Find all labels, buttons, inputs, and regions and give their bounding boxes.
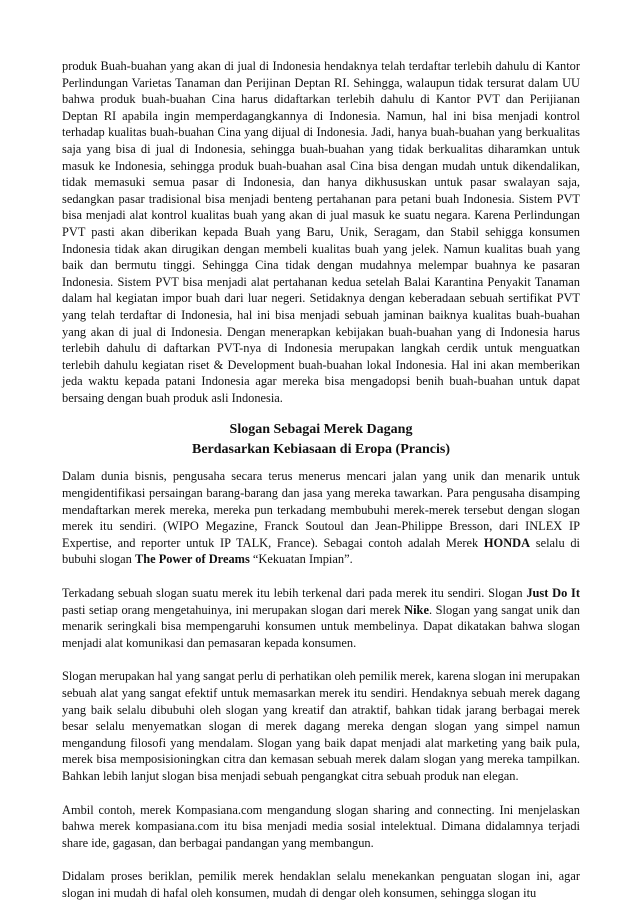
text: Dalam dunia bisnis, pengusaha secara terus menerus mencari jalan yang unik dan menarik untuk mengidentifikasi persaingan barang-barang dan jasa yang mereka tawarkan. Para pengusaha disamping mendaftarkan merek mereka, mereka pun terkadang membubuhi merek-merek tersebut dengan slogan merek itu sendiri. (WIPO Megazine, Franck Soutoul dan Jean-Philippe Bresson, dari INLEX IP Expertise, and reporter untuk IP TALK, France). Sebagai contoh adalah Merek [62, 469, 580, 550]
text: “Kekuatan Impian”. [249, 552, 353, 567]
text: selalu di bubuhi slogan [62, 535, 580, 567]
brand-nike: Nike [404, 602, 429, 617]
paragraph-pvt: produk Buah-buahan yang akan di jual di Indonesia hendaknya telah terdaftar terlebih dahulu di Kantor Perlindungan Varietas Tanaman dan Perijinan Deptan RI. Sehingga, walaupun tidak tersurat dalam UU bahwa produk buah-buahan Cina harus didaftarkan terlebih dahulu di Kantor PVT dan Perijianan Deptan RI apabila ingin memperdagangkannya di Indonesia. Namun, hal ini bisa menjadi kontrol terhadap kualitas buah-buahan Cina yang dijual di Indonesia. Jadi, hanya buah-buahan yang berkualitas saja yang bisa di jual di Indonesia, sehingga buah-buahan yang tidak berkualitas diharamkan untuk masuk ke Indonesia, sehingga produk buah-buahan asal Cina bisa dengan mudah untuk dikendalikan, tidak memasuki semua pasar di Indonesia, dan hanya dikhususkan untuk pasar swalayan saja, sedangkan pasar tradisional bisa menjadi benteng pertahanan para petani buah Indonesia. Sistem PVT bisa menjadi alat kontrol kualitas buah yang akan di jual masuk ke suatu negara. Karena Perlindungan PVT pasti akan diberikan kepada Buah yang Baru, Unik, Seragam, dan Stabil sehigga konsumen Indonesia tidak akan dirugikan dengan membeli kualitas buah yang jelek. Namun kualitas buah yang baik dan bermutu tinggi. Sehingga Cina tidak dengan mudahnya melempar buahnya ke pasaran Indonesia. Sistem PVT bisa menjadi alat pertahanan kedua setelah Balai Karantina Penyakit Tanaman dalam hal kegiatan impor buah dari luar negeri. Setidaknya dengan keberadaan sebuah sertifikat PVT yang telah terdaftar di Indonesia, hal ini bisa menjadi sebuah jaminan baiknya kualitas buah-buahan yang akan di jual di Indonesia. Dengan menerapkan kebijakan buah-buahan yang di Indonesia harus terlebih dahulu di daftarkan PVT-nya di Indonesia merupakan langkah cerdik untuk menguatkan terlebih dahulu kegiatan riset & Development buah-buahan lokal Indonesia. Hal ini akan memberikan jeda waktu kepada patani Indonesia agar mereka bisa mengadopsi benih buah-buahan untuk dapat bersaing dengan buah produk asli Indonesia. [62, 59, 580, 405]
document-page [62, 58, 580, 919]
paragraph-slogan-importance: Slogan merupakan hal yang sangat perlu di perhatikan oleh pemilik merek, karena slogan ini merupakan sebuah alat yang sangat efektif untuk memasarkan merek itu sendiri. Hendaknya sebuah merek dagang yang baik selalu dibubuhi oleh slogan yang kreatif dan atraktif, bahkan tidak jarang berbagai merek besar selalu menyematkan slogan di merek dagang mereka dengan slogan yang simpel namun mengandung filosofi yang mendalam. Slogan yang baik dapat menjadi alat marketing yang baik pula, merek bisa memposisioningkan citra dan kemasan sebuah merek dalam slogan yang mereka tampilkan. Bahkan lebih lanjut slogan bisa menjadi sebuah pengangkat citra sebuah produk nan elegan. [62, 669, 580, 783]
brand-honda: HONDA [483, 535, 531, 550]
text: . Slogan yang sangat unik dan menarik seringkali bisa mempengaruhi konsumen untuk membelinya. Dapat dikatakan bahwa slogan menjadi alat komunikasi dan pemasaran kepada konsumen. [62, 602, 580, 650]
paragraph-slogan-intro [62, 468, 580, 568]
section-heading-line-1: Slogan Sebagai Merek Dagang [229, 422, 413, 438]
section-heading-line-2: Berdasarkan Kebiasaan di Eropa (Prancis) [192, 442, 450, 458]
slogan-just-do-it: Just Do It [526, 586, 580, 601]
paragraph-kompasiana: Ambil contoh, merek Kompasiana.com mengandung slogan sharing and connecting. Ini menjelaskan bahwa merek kompasiana.com itu bisa menjadi media sosial intelektual. Dimana didalamnya terjadi share ide, gagasan, dan berbagai pandangan yang membangun. [62, 802, 580, 850]
text: Terkadang sebuah slogan suatu merek itu lebih terkenal dari pada merek itu sendiri. Slogan [62, 586, 527, 601]
text: pasti setiap orang mengetahuinya, ini merupakan slogan dari merek [62, 602, 405, 617]
paragraph-slogan-famous [62, 585, 580, 651]
section-heading [62, 420, 580, 460]
paragraph-advertising: Didalam proses beriklan, pemilik merek hendaklan selalu menekankan penguatan slogan ini, agar slogan ini mudah di hafal oleh konsumen, mudah di dengar oleh konsumen, sehingga slogan itu [62, 869, 580, 900]
slogan-power-of-dreams: The Power of Dreams [134, 552, 250, 567]
